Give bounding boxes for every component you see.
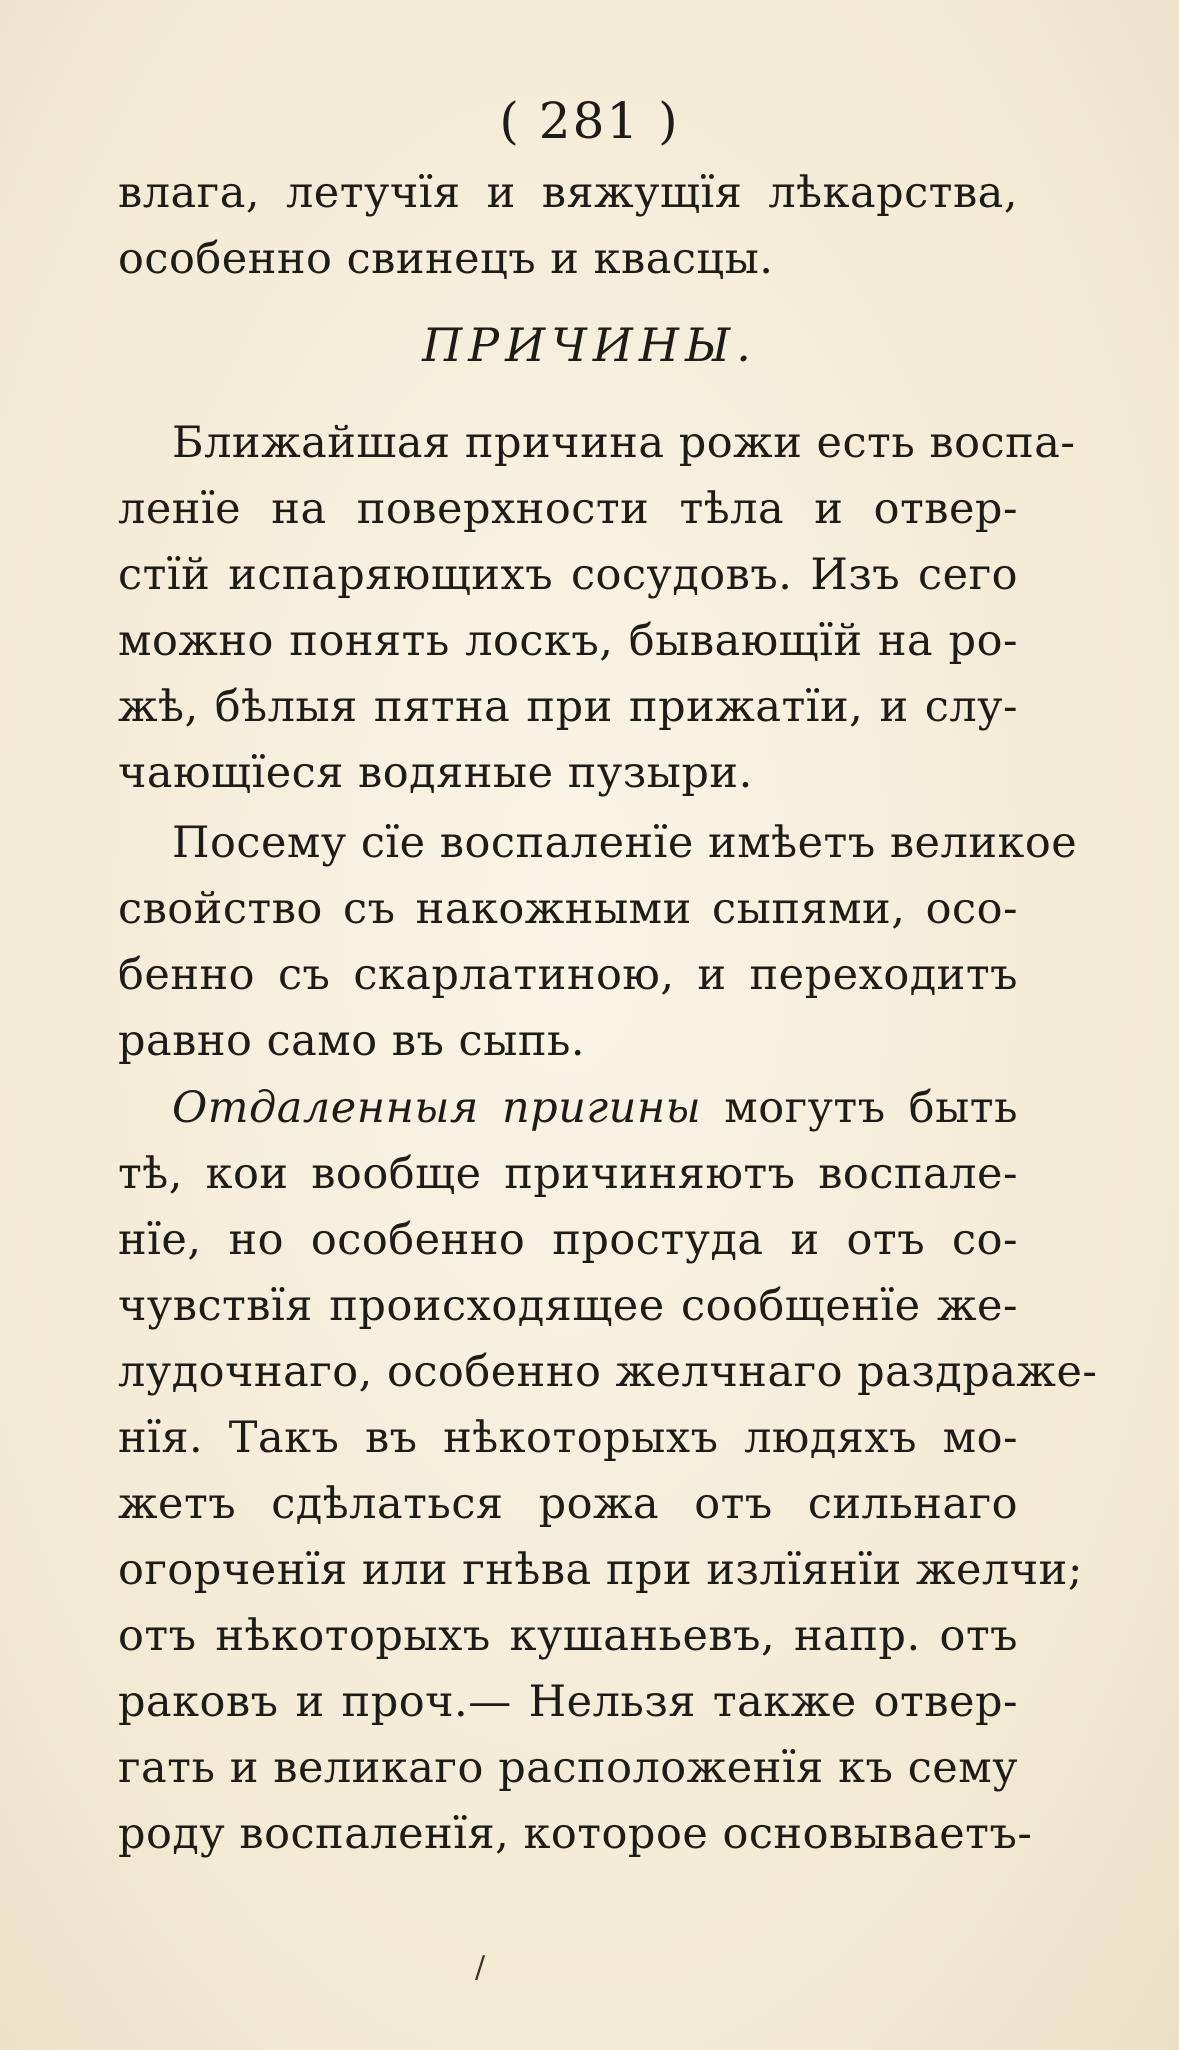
- text-line: нїя. Такъ въ нѣкоторыхъ людяхъ мо-: [118, 1413, 1018, 1463]
- text-line: гать и великаго расположенїя къ сему: [118, 1743, 1018, 1793]
- text-line: стїй испаряющихъ сосудовъ. Изъ сего: [118, 550, 1018, 600]
- text-line: равно само въ сыпь.: [118, 1016, 586, 1066]
- text-line: лудочнаго, особенно желчнаго раздраже-: [118, 1347, 1098, 1397]
- text-line: влага, летучїя и вяжущїя лѣкарства,: [118, 168, 1018, 218]
- text-line: чувствїя происходящее сообщенїе же-: [118, 1281, 1018, 1331]
- text-line: ленїе на поверхности тѣла и отвер-: [118, 484, 1018, 534]
- paragraph-remote-causes: [118, 1075, 1098, 1867]
- text-line: бенно съ скарлатиною, и переходитъ: [118, 950, 1018, 1000]
- text-line: раковъ и проч.— Нельзя также отвер-: [118, 1677, 1018, 1727]
- footer-mark: /: [475, 1950, 486, 1985]
- text-line: роду воспаленїя, которое основываетъ-: [118, 1809, 1033, 1859]
- text-line: жетъ сдѣлаться рожа отъ сильнаго: [118, 1479, 1018, 1529]
- text-line: жѣ, бѣлыя пятна при прижатїи, и слу-: [118, 682, 1018, 732]
- text-line: тѣ, кои вообще причиняютъ воспале-: [118, 1149, 1018, 1199]
- text-line: Посему сїе воспаленїе имѣетъ великое: [172, 818, 1078, 868]
- text-line: отъ нѣкоторыхъ кушаньевъ, напр. отъ: [118, 1611, 1018, 1661]
- text-line: особенно свинецъ и квасцы.: [118, 234, 774, 284]
- paragraph-nearest-cause: [118, 410, 1076, 806]
- section-heading: ПРИЧИНЫ.: [422, 318, 757, 372]
- italic-term: Отдаленныя пригины: [172, 1083, 702, 1133]
- text-run: могутъ быть: [701, 1083, 1018, 1133]
- text-line: нїе, но особенно простуда и отъ со-: [118, 1215, 1018, 1265]
- page-number: ( 281 ): [499, 92, 680, 150]
- text-line: огорченїя или гнѣва при излїянїи желчи;: [118, 1545, 1083, 1595]
- carryover-paragraph: [118, 160, 1018, 292]
- text-line: можно понять лоскъ, бывающїй на ро-: [118, 616, 1018, 666]
- text-line: Ближайшая причина рожи есть воспа-: [172, 418, 1076, 468]
- text-line: [118, 1075, 1018, 1141]
- paragraph-rash-affinity: [118, 810, 1078, 1074]
- text-line: свойство съ накожными сыпями, осо-: [118, 884, 1018, 934]
- text-line: чающїеся водяные пузыри.: [118, 748, 753, 798]
